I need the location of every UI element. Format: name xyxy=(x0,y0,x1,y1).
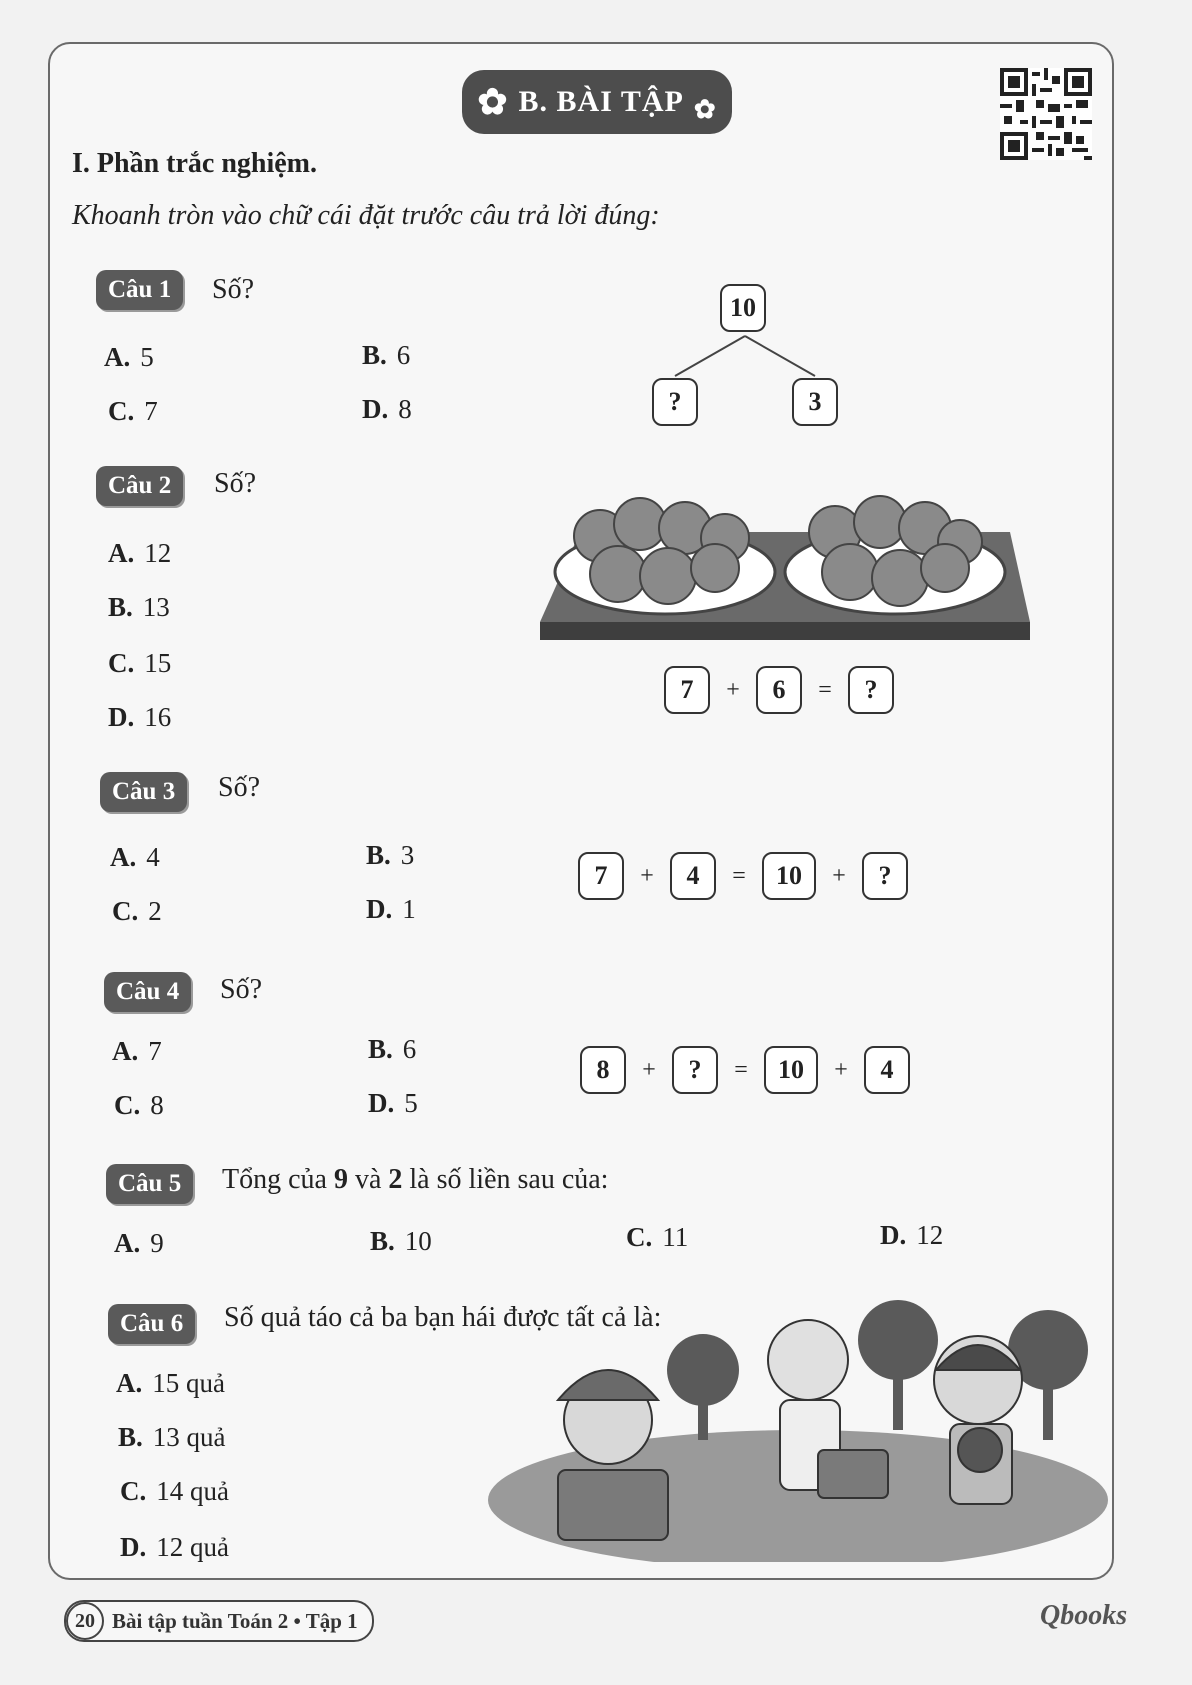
equation-term: 4 xyxy=(864,1046,910,1094)
qr-code xyxy=(1000,68,1092,160)
apples-on-tray-illustration xyxy=(540,476,1030,646)
page-number: 20 xyxy=(66,1602,104,1640)
text-part: là số liền sau của: xyxy=(402,1164,609,1195)
question-5-label: Câu 5 xyxy=(106,1164,193,1204)
option-value: 13 xyxy=(142,592,170,622)
flower-icon: ✿ xyxy=(693,95,717,124)
question-3-label: Câu 3 xyxy=(100,772,187,812)
option-b[interactable] xyxy=(108,592,170,623)
option-c[interactable] xyxy=(120,1476,229,1507)
option-letter: D. xyxy=(880,1220,907,1250)
text-part: 2 xyxy=(388,1164,403,1195)
equation-3 xyxy=(578,852,908,900)
option-value: 16 xyxy=(144,702,172,732)
equation-sign: = xyxy=(734,1056,748,1083)
section-banner xyxy=(462,70,732,134)
question-1-text: Số? xyxy=(212,274,254,305)
option-a[interactable] xyxy=(112,1036,162,1067)
option-d[interactable] xyxy=(120,1532,229,1563)
question-2-text: Số? xyxy=(214,468,256,499)
option-value: 1 xyxy=(402,894,416,924)
flower-icon: ✿ xyxy=(477,82,509,122)
option-letter: A. xyxy=(104,342,131,372)
option-value: 5 xyxy=(404,1088,418,1118)
part-heading: I. Phần trắc nghiệm. xyxy=(72,148,317,179)
option-c[interactable] xyxy=(108,396,158,427)
text-part: 9 xyxy=(333,1164,348,1195)
text-part: và xyxy=(347,1164,389,1195)
equation-sign: + xyxy=(726,676,740,703)
option-a[interactable] xyxy=(116,1368,225,1399)
instruction: Khoanh tròn vào chữ cái đặt trước câu trả lời đúng: xyxy=(72,200,660,231)
option-value: 2 xyxy=(148,896,162,926)
option-d[interactable] xyxy=(366,894,416,925)
equation-term: ? xyxy=(862,852,908,900)
option-value: 15 xyxy=(144,648,172,678)
question-4-label: Câu 4 xyxy=(104,972,191,1012)
equation-sign: = xyxy=(818,676,832,703)
option-b[interactable] xyxy=(370,1226,432,1257)
option-letter: A. xyxy=(108,538,135,568)
equation-2 xyxy=(664,666,894,714)
option-value: 8 xyxy=(398,394,412,424)
option-value: 11 xyxy=(662,1222,689,1252)
option-letter: B. xyxy=(370,1226,395,1256)
option-c[interactable] xyxy=(114,1090,164,1121)
publisher-logo: Qbooks xyxy=(1040,1600,1128,1631)
option-b[interactable] xyxy=(362,340,410,371)
option-letter: C. xyxy=(114,1090,141,1120)
option-value: 15 quả xyxy=(152,1368,225,1398)
option-a[interactable] xyxy=(114,1228,164,1259)
option-c[interactable] xyxy=(626,1222,688,1253)
option-letter: C. xyxy=(120,1476,147,1506)
number-bond-right: 3 xyxy=(792,378,838,426)
question-6-text: Số quả táo cả ba bạn hái được tất cả là: xyxy=(224,1302,662,1333)
number-bond-left: ? xyxy=(652,378,698,426)
option-letter: A. xyxy=(114,1228,141,1258)
option-letter: B. xyxy=(366,840,391,870)
equation-sign: + xyxy=(832,862,846,889)
option-b[interactable] xyxy=(366,840,414,871)
option-letter: C. xyxy=(108,648,135,678)
option-value: 12 xyxy=(916,1220,944,1250)
option-value: 3 xyxy=(400,840,415,870)
option-b[interactable] xyxy=(118,1422,226,1453)
option-value: 5 xyxy=(140,342,154,372)
option-value: 6 xyxy=(396,340,411,370)
option-value: 4 xyxy=(146,842,160,872)
option-letter: C. xyxy=(626,1222,653,1252)
option-value: 12 xyxy=(144,538,172,568)
equation-term: ? xyxy=(672,1046,718,1094)
equation-sign: = xyxy=(732,862,746,889)
option-letter: A. xyxy=(116,1368,143,1398)
equation-sign: + xyxy=(640,862,654,889)
equation-sign: + xyxy=(642,1056,656,1083)
question-1-label: Câu 1 xyxy=(96,270,183,310)
section-title: B. BÀI TẬP xyxy=(518,85,684,118)
footer-badge xyxy=(64,1600,374,1642)
option-letter: D. xyxy=(366,894,393,924)
equation-term: 10 xyxy=(762,852,816,900)
option-d[interactable] xyxy=(108,702,171,733)
option-letter: C. xyxy=(108,396,135,426)
option-letter: A. xyxy=(110,842,137,872)
option-value: 6 xyxy=(402,1034,417,1064)
option-a[interactable] xyxy=(110,842,160,873)
question-6-label: Câu 6 xyxy=(108,1304,195,1344)
option-value: 7 xyxy=(148,1036,162,1066)
option-c[interactable] xyxy=(112,896,162,927)
option-letter: C. xyxy=(112,896,139,926)
option-d[interactable] xyxy=(362,394,412,425)
equation-term: 7 xyxy=(578,852,624,900)
children-picking-apples-illustration xyxy=(488,1300,1108,1562)
option-a[interactable] xyxy=(108,538,171,569)
option-d[interactable] xyxy=(368,1088,418,1119)
option-value: 14 quả xyxy=(156,1476,229,1506)
option-letter: B. xyxy=(118,1422,143,1452)
question-5-text xyxy=(222,1164,608,1196)
option-c[interactable] xyxy=(108,648,171,679)
book-title: Bài tập tuần Toán 2 • Tập 1 xyxy=(112,1608,358,1633)
text-part: Tổng của xyxy=(222,1164,334,1195)
equation-term: 6 xyxy=(756,666,802,714)
equation-term: ? xyxy=(848,666,894,714)
option-value: 9 xyxy=(150,1228,164,1258)
equation-4 xyxy=(580,1046,910,1094)
question-2-label: Câu 2 xyxy=(96,466,183,506)
option-letter: D. xyxy=(368,1088,395,1118)
equation-term: 4 xyxy=(670,852,716,900)
option-value: 12 quả xyxy=(156,1532,229,1562)
option-letter: D. xyxy=(120,1532,147,1562)
number-bond-top: 10 xyxy=(720,284,766,332)
option-letter: D. xyxy=(108,702,135,732)
equation-term: 7 xyxy=(664,666,710,714)
option-letter: D. xyxy=(362,394,389,424)
option-value: 7 xyxy=(144,396,158,426)
option-value: 8 xyxy=(150,1090,164,1120)
option-d[interactable] xyxy=(880,1220,943,1251)
option-letter: A. xyxy=(112,1036,139,1066)
option-letter: B. xyxy=(362,340,387,370)
equation-term: 8 xyxy=(580,1046,626,1094)
option-letter: B. xyxy=(108,592,133,622)
option-letter: B. xyxy=(368,1034,393,1064)
question-4-text: Số? xyxy=(220,974,262,1005)
option-value: 13 quả xyxy=(152,1422,226,1452)
option-value: 10 xyxy=(404,1226,432,1256)
question-3-text: Số? xyxy=(218,772,260,803)
equation-sign: + xyxy=(834,1056,848,1083)
equation-term: 10 xyxy=(764,1046,818,1094)
option-b[interactable] xyxy=(368,1034,416,1065)
option-a[interactable] xyxy=(104,342,154,373)
